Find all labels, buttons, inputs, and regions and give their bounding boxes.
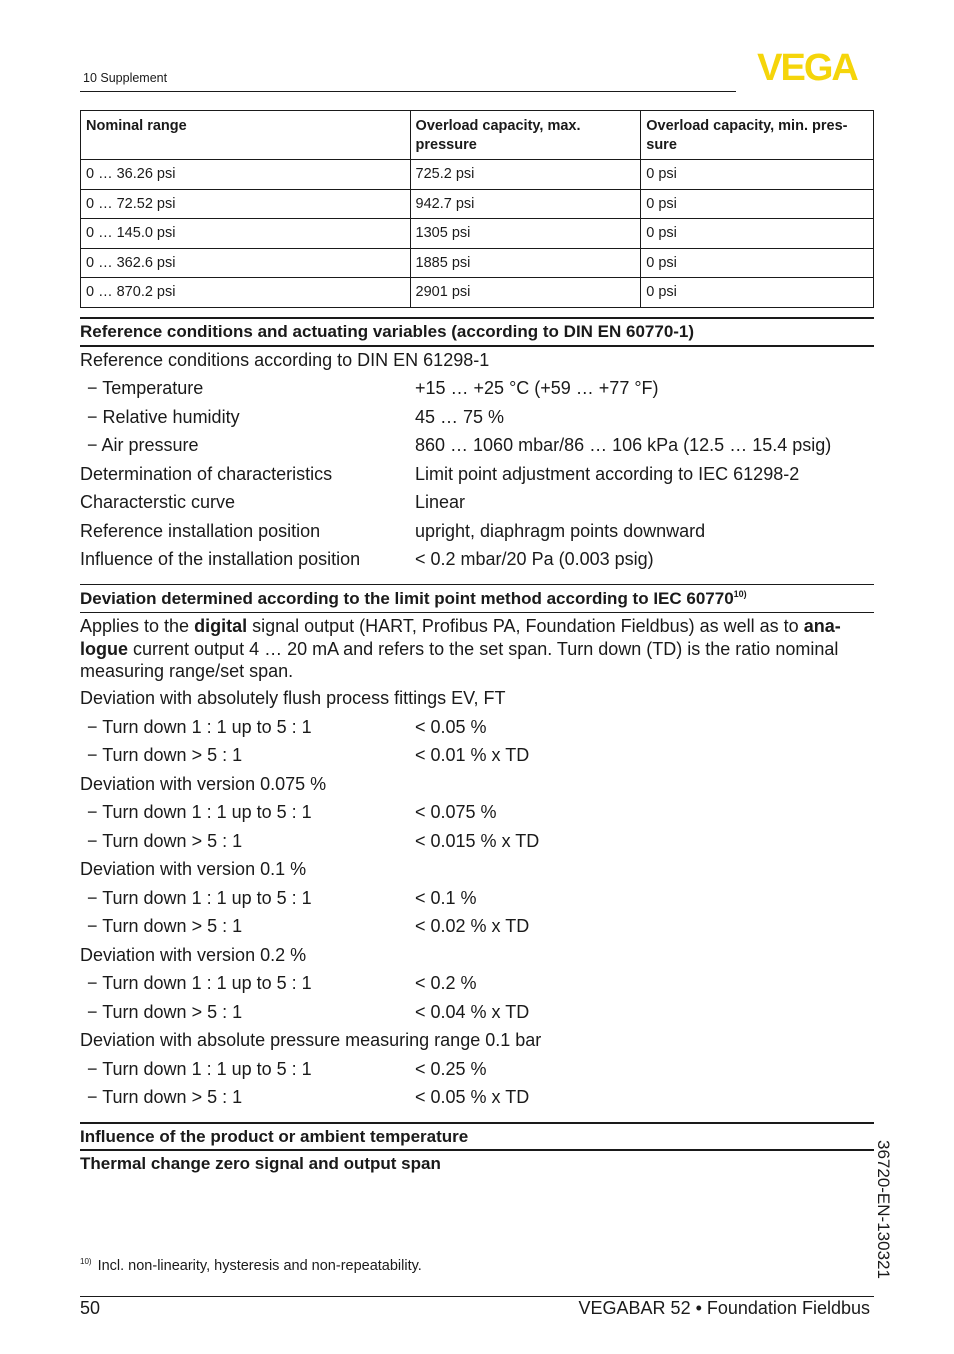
row-label: − Turn down 1 : 1 up to 5 : 1: [87, 1059, 312, 1079]
row-value: < 0.05 %: [415, 717, 487, 737]
row-label: − Turn down > 5 : 1: [87, 916, 243, 936]
deviation-heading-text: Deviation determined according to the limit point method according to IEC 60770: [80, 589, 734, 608]
row-value: upright, diaphragm points downward: [415, 521, 706, 541]
table-cell: 942.7 psi: [410, 189, 641, 219]
footnote: [80, 1257, 422, 1274]
row-value: < 0.2 mbar/20 Pa (0.003 psig): [415, 549, 654, 569]
row-label: Reference installation position: [80, 521, 321, 541]
row-value: < 0.2 %: [415, 973, 477, 993]
reference-heading: Reference conditions and actuating variables (according to DIN EN 60770-1): [80, 322, 695, 341]
influence-subheading: Thermal change zero signal and output span: [80, 1154, 441, 1173]
influence-heading: Influence of the product or ambient temperature: [80, 1127, 469, 1146]
spec-row: [80, 375, 874, 401]
table-cell: 0 psi: [641, 248, 874, 278]
section-rule: [80, 584, 874, 585]
table-header-cell: Overload capacity, max. pressure: [410, 111, 641, 160]
row-label: − Turn down > 5 : 1: [87, 1002, 243, 1022]
row-label: − Air pressure: [87, 435, 199, 455]
row-label: − Temperature: [87, 378, 204, 398]
para-text: signal output (HART, Profibus PA, Foundation Fieldbus) as well as to: [247, 616, 804, 636]
row-label: Deviation with version 0.075 %: [80, 774, 327, 794]
logo-wordmark: VEGA: [757, 50, 857, 84]
reference-intro: [80, 347, 874, 373]
table-cell: 725.2 psi: [410, 160, 641, 190]
table-cell: 0 psi: [641, 160, 874, 190]
footer-rule: [80, 1296, 874, 1297]
table-row: [81, 189, 874, 219]
spec-row: [80, 404, 874, 430]
spec-row: [80, 799, 874, 825]
row-label: Influence of the installation position: [80, 549, 361, 569]
table-row: [81, 248, 874, 278]
row-value: Limit point adjustment according to IEC 61298-2: [415, 464, 800, 484]
table-cell: 0 … 72.52 psi: [81, 189, 411, 219]
table-row: [81, 160, 874, 190]
row-label: Deviation with absolute pressure measuring range 0.1 bar: [80, 1030, 542, 1050]
section-rule: [80, 317, 874, 319]
row-value: < 0.01 % x TD: [415, 745, 530, 765]
table-header-row: [81, 111, 874, 160]
section-rule: [80, 612, 874, 613]
footnote-mark: 10): [80, 1257, 92, 1266]
deviation-description: [80, 615, 850, 683]
deviation-group-title: [80, 942, 874, 968]
para-text: current output 4 … 20 mA and refers to the set span. Turn down (TD) is the ratio nominal measuring range/set span.: [80, 638, 839, 681]
table-cell: 0 psi: [641, 219, 874, 249]
row-value: < 0.02 % x TD: [415, 916, 530, 936]
row-value: 45 … 75 %: [415, 407, 505, 427]
row-label: − Turn down > 5 : 1: [87, 1087, 243, 1107]
spec-row: [80, 913, 874, 939]
deviation-group-title: [80, 1027, 874, 1053]
table-cell: 1305 psi: [410, 219, 641, 249]
overload-table: [80, 110, 874, 308]
spec-row: [80, 828, 874, 854]
row-label: − Turn down 1 : 1 up to 5 : 1: [87, 973, 312, 993]
spec-row: [80, 546, 874, 572]
spec-row: [80, 885, 874, 911]
spec-row: [80, 518, 874, 544]
footnote-text: Incl. non-linearity, hysteresis and non-repeatability.: [97, 1258, 422, 1274]
document-code: 36720-EN-130321: [874, 1140, 893, 1279]
deviation-group-title: [80, 685, 874, 711]
row-label: Deviation with version 0.1 %: [80, 859, 307, 879]
page-number: 50: [80, 1298, 101, 1318]
spec-row: [80, 999, 874, 1025]
vega-logo: [741, 50, 873, 84]
document-title: VEGABAR 52 • Foundation Fieldbus: [578, 1298, 870, 1318]
spec-row: [80, 742, 874, 768]
table-cell: 2901 psi: [410, 278, 641, 308]
spec-row: [80, 432, 874, 458]
row-label: − Turn down > 5 : 1: [87, 831, 243, 851]
row-value: 860 … 1060 mbar/86 … 106 kPa (12.5 … 15.4 psig): [415, 435, 832, 455]
spec-row: [80, 970, 874, 996]
para-bold: digital: [194, 616, 248, 636]
table-cell: 0 psi: [641, 278, 874, 308]
row-label: − Turn down > 5 : 1: [87, 745, 243, 765]
spec-row: [80, 1056, 874, 1082]
row-value: < 0.075 %: [415, 802, 497, 822]
deviation-heading: [80, 589, 747, 609]
section-label: 10 Supplement: [83, 71, 168, 85]
section-rule: [80, 1149, 874, 1151]
row-label: − Turn down 1 : 1 up to 5 : 1: [87, 717, 312, 737]
table-cell: 0 … 36.26 psi: [81, 160, 411, 190]
spec-row: [80, 714, 874, 740]
para-bold: ana-logue: [80, 616, 841, 659]
row-value: +15 … +25 °C (+59 … +77 °F): [415, 378, 659, 398]
row-label: Deviation with version 0.2 %: [80, 945, 307, 965]
row-value: < 0.015 % x TD: [415, 831, 540, 851]
table-cell: 0 … 870.2 psi: [81, 278, 411, 308]
header-rule: [80, 91, 736, 92]
row-label: Reference conditions according to DIN EN 61298-1: [80, 350, 490, 370]
row-value: < 0.04 % x TD: [415, 1002, 530, 1022]
deviation-group-title: [80, 771, 874, 797]
table-row: [81, 278, 874, 308]
row-value: < 0.1 %: [415, 888, 477, 908]
row-label: − Relative humidity: [87, 407, 240, 427]
row-label: Determination of characteristics: [80, 464, 333, 484]
table-header-cell: Nominal range: [81, 111, 411, 160]
para-text: Applies to the: [80, 616, 195, 636]
row-label: Characterstic curve: [80, 492, 236, 512]
table-header-cell: Overload capacity, min. pres- sure: [641, 111, 874, 160]
footnote-ref: 10): [733, 589, 747, 599]
table-row: [81, 219, 874, 249]
table-cell: 0 … 145.0 psi: [81, 219, 411, 249]
row-value: < 0.05 % x TD: [415, 1087, 530, 1107]
spec-row: [80, 1084, 874, 1110]
deviation-group-title: [80, 856, 874, 882]
row-value: Linear: [415, 492, 466, 512]
row-label: − Turn down 1 : 1 up to 5 : 1: [87, 888, 312, 908]
row-label: Deviation with absolutely flush process fittings EV, FT: [80, 688, 506, 708]
spec-row: [80, 489, 874, 515]
section-rule: [80, 1122, 874, 1124]
spec-row: [80, 461, 874, 487]
table-cell: 0 … 362.6 psi: [81, 248, 411, 278]
row-label: − Turn down 1 : 1 up to 5 : 1: [87, 802, 312, 822]
table-cell: 1885 psi: [410, 248, 641, 278]
row-value: < 0.25 %: [415, 1059, 487, 1079]
table-cell: 0 psi: [641, 189, 874, 219]
